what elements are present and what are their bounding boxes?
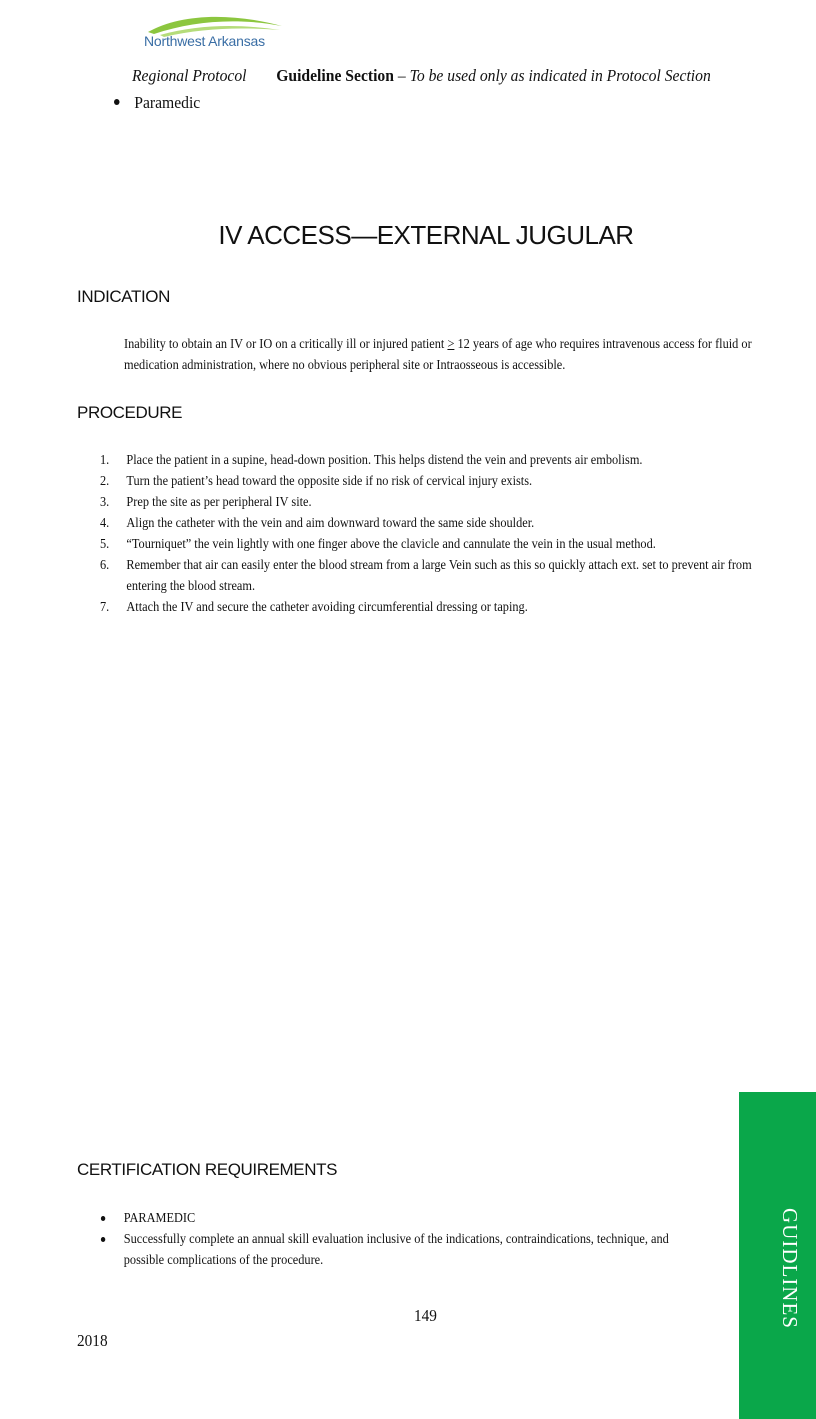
level-label: Paramedic (134, 93, 201, 112)
step-number: 7. (100, 600, 110, 615)
indication-text (124, 334, 775, 376)
procedure-step (100, 471, 791, 492)
logo-text: Northwest Arkansas (144, 33, 265, 49)
certification-heading: CERTIFICATION REQUIREMENTS (77, 1160, 338, 1179)
indication-text-after: 12 years of age who requires intravenous access for fluid or medication administration, where no obvious peripheral site or Intraosseous is accessible. (124, 337, 752, 373)
bullet-icon (101, 1237, 105, 1242)
guideline-section-label: Guideline Section (276, 66, 394, 85)
section-note: – To be used only as indicated in Protocol Section (393, 66, 711, 85)
step-text: “Tourniquet” the vein lightly with one finger above the clavicle and cannulate the vein in the usual method. (126, 537, 656, 552)
certification-item (100, 1208, 707, 1229)
northwest-arkansas-logo (140, 12, 290, 54)
bullet-icon (114, 99, 120, 105)
step-number: 4. (100, 516, 110, 531)
greater-equal-symbol: > (447, 337, 455, 352)
step-text: Turn the patient’s head toward the opposite side if no risk of cervical injury exists. (126, 474, 533, 489)
page-number: 149 (414, 1306, 437, 1325)
section-side-tab (739, 1092, 816, 1419)
protocol-header (132, 66, 711, 86)
indication-text-before: Inability to obtain an IV or IO on a critically ill or injured patient (124, 337, 448, 352)
side-tab-label: GUIDLINES (778, 1208, 802, 1329)
step-number: 3. (100, 495, 110, 510)
procedure-step (100, 492, 791, 513)
footer-year: 2018 (77, 1331, 108, 1350)
page-title: IV ACCESS—EXTERNAL JUGULAR (218, 220, 634, 250)
step-number: 5. (100, 537, 110, 552)
step-number: 2. (100, 474, 110, 489)
indication-heading: INDICATION (77, 287, 170, 306)
level-bullet (114, 93, 200, 113)
procedure-step (100, 513, 791, 534)
bullet-icon (101, 1216, 105, 1221)
procedure-step (100, 597, 791, 618)
step-number: 6. (100, 558, 110, 573)
procedure-list (100, 450, 791, 618)
step-number: 1. (100, 453, 110, 468)
regional-protocol-label: Regional Protocol (132, 66, 247, 85)
certification-item (100, 1229, 707, 1271)
step-text: Align the catheter with the vein and aim downward toward the same side shoulder. (126, 516, 535, 531)
step-text: Prep the site as per peripheral IV site. (126, 495, 312, 510)
procedure-step (100, 450, 791, 471)
step-text: Place the patient in a supine, head-down position. This helps distend the vein and prevents air embolism. (126, 453, 643, 468)
step-text: Attach the IV and secure the catheter avoiding circumferential dressing or taping. (126, 600, 528, 615)
procedure-step (100, 534, 791, 555)
certification-item-text: Successfully complete an annual skill evaluation inclusive of the indications, contraindications, technique, and possible complications of the procedure. (123, 1232, 669, 1268)
procedure-heading: PROCEDURE (77, 403, 183, 422)
certification-item-text: PARAMEDIC (123, 1211, 196, 1226)
step-text: Remember that air can easily enter the blood stream from a large Vein such as this so quickly attach ext. set to prevent air from entering the blood stream. (126, 558, 752, 594)
procedure-step (100, 555, 791, 597)
certification-list (100, 1208, 707, 1271)
